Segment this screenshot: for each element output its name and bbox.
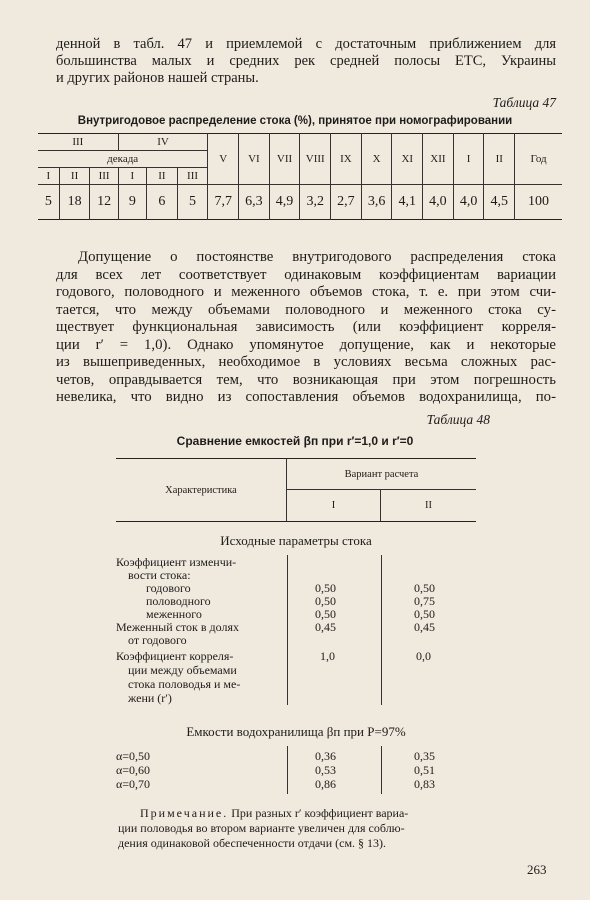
value-cell: 0,36 (315, 749, 336, 763)
value-cell: 0,50 (414, 581, 435, 595)
table-row (128, 678, 240, 691)
month-header: XII (423, 134, 454, 185)
value-cell: 0,35 (414, 749, 435, 763)
row-label: годового (146, 581, 191, 595)
value-cell: 0,53 (315, 763, 336, 777)
month-header: III (38, 134, 118, 151)
table-row (116, 750, 150, 763)
value-cell: 5 (177, 185, 208, 220)
row-label: жени (r′) (128, 691, 172, 705)
table48-note (118, 806, 474, 851)
month-header: V (208, 134, 239, 185)
row-label: стока половодья и ме- (128, 677, 241, 691)
row-label: α=0,70 (116, 777, 151, 791)
row-label: Коэффициент корреля- (116, 649, 234, 663)
text-line: и других районов нашей страны. (56, 70, 259, 86)
value-cell: 4,0 (423, 185, 454, 220)
row-label: Меженный сток в долях (116, 620, 239, 634)
dekada-cell: II (59, 168, 90, 185)
value-cell: 9 (118, 185, 146, 220)
column-rule (381, 746, 382, 794)
text-line: невелика, что видно из сопоставления объемов водохранилища, по- (56, 389, 556, 405)
row-label: α=0,60 (116, 763, 151, 777)
value-cell: 0,45 (315, 620, 336, 634)
table48-label: Таблица 48 (426, 412, 490, 427)
month-header: VIII (300, 134, 331, 185)
dekada-header: декада (38, 151, 208, 168)
column-rule (287, 555, 288, 705)
value-cell: 2,7 (331, 185, 362, 220)
value-cell: 4,1 (392, 185, 423, 220)
table-row (116, 650, 233, 663)
table-row (128, 692, 172, 705)
value-cell: 0,50 (315, 594, 336, 608)
intro-paragraph (56, 36, 556, 87)
value-cell: 0,51 (414, 763, 435, 777)
value-cell: 3,2 (300, 185, 331, 220)
note-line (118, 806, 474, 821)
table-row (38, 185, 562, 220)
month-header: I (453, 134, 484, 185)
value-cell: 100 (515, 185, 562, 220)
section-title: Емкости водохранилища βп при P=97% (186, 724, 406, 739)
row-label: меженного (146, 607, 202, 621)
text-line: тается, что между объемами половодного и меженного стока су- (56, 301, 556, 318)
month-header: II (484, 134, 515, 185)
section-title: Исходные параметры стока (220, 533, 372, 548)
table-row (128, 664, 237, 677)
month-header: IX (331, 134, 362, 185)
column-rule (381, 555, 382, 705)
value-cell: 0,50 (315, 607, 336, 621)
table-row (116, 764, 150, 777)
table47-title: Внутригодовое распределение стока (%), принятое при номографировании (77, 115, 513, 127)
value-cell: 0,0 (416, 649, 431, 663)
table-row (116, 778, 150, 791)
text-line: большинства малых и средних рек средней полосы ЕТС, Украины (56, 53, 556, 69)
value-cell: 0,86 (315, 777, 336, 791)
value-cell: 6,3 (239, 185, 270, 220)
col-characteristic: Характеристика (116, 459, 287, 521)
value-cell: 12 (90, 185, 118, 220)
month-header: XI (392, 134, 423, 185)
text-line: четов, оправдывается тем, что возникающая при этом погрешность (56, 371, 556, 388)
value-cell: 3,6 (361, 185, 392, 220)
value-cell: 0,83 (414, 777, 435, 791)
row-label: Коэффициент изменчи- (116, 555, 237, 569)
value-cell: 4,5 (484, 185, 515, 220)
year-header: Год (515, 134, 562, 185)
text-line: из вышеприведенных, необходимое в условиях весьма сложных рас- (56, 354, 556, 370)
note-head: Примечание. (140, 806, 229, 820)
row-label: вости стока: (128, 568, 191, 582)
value-cell: 0,45 (414, 620, 435, 634)
text-line: денной в табл. 47 и приемлемой с достаточным приближением для (56, 36, 556, 52)
table48-header (116, 458, 476, 522)
dekada-cell: III (177, 168, 208, 185)
value-cell: 7,7 (208, 185, 239, 220)
column-rule (287, 746, 288, 794)
dekada-cell: I (38, 168, 59, 185)
page-number: 263 (527, 862, 547, 877)
value-cell: 5 (44, 194, 52, 209)
note-text: При разных r′ коэффициент вариа- (228, 806, 409, 820)
row-label: половодного (146, 594, 211, 608)
value-cell: 1,0 (320, 649, 335, 663)
month-header: IV (118, 134, 208, 151)
table47 (38, 133, 562, 220)
month-header: X (361, 134, 392, 185)
month-header: VI (239, 134, 270, 185)
month-header: VII (269, 134, 300, 185)
text-line: Допущение о постоянстве внутригодового распределения стока (78, 249, 556, 265)
value-cell: 18 (59, 185, 90, 220)
value-cell: 0,75 (414, 594, 435, 608)
value-cell: 6 (147, 185, 178, 220)
text-line: для всех лет соответствует одинаковым коэффициентам вариации (56, 266, 556, 283)
body-paragraph (56, 249, 556, 407)
dekada-cell: III (90, 168, 118, 185)
dekada-cell: I (118, 168, 146, 185)
row-label: от годового (128, 633, 187, 647)
note-line: ции половодья во втором варианте увеличен для соблю- (118, 821, 405, 835)
value-cell: 4,9 (269, 185, 300, 220)
col-variant-i: I (287, 490, 381, 521)
note-line: дения одинаковой обеспеченности отдачи (см. § 13). (118, 836, 387, 850)
table48-title: Сравнение емкостей βп при r′=1,0 и r′=0 (176, 434, 414, 448)
text-line: ществует функциональная зависимость (или коэффициент корреля- (56, 319, 556, 335)
value-cell: 4,0 (453, 185, 484, 220)
col-variant: Вариант расчета (287, 459, 476, 490)
row-label: α=0,50 (116, 749, 151, 763)
value-cell: 0,50 (414, 607, 435, 621)
text-line: ции r′ = 1,0). Однако упомянутое допущение, как и некоторые (56, 336, 556, 353)
table47-label: Таблица 47 (492, 95, 556, 110)
col-variant-ii: II (425, 500, 432, 511)
text-line: годового, половодного и меженного объемов стока, т. е. при этом счи- (56, 284, 556, 300)
value-cell: 0,50 (315, 581, 336, 595)
row-label: ции между объемами (128, 663, 237, 677)
dekada-cell: II (147, 168, 178, 185)
table-row (128, 634, 187, 647)
